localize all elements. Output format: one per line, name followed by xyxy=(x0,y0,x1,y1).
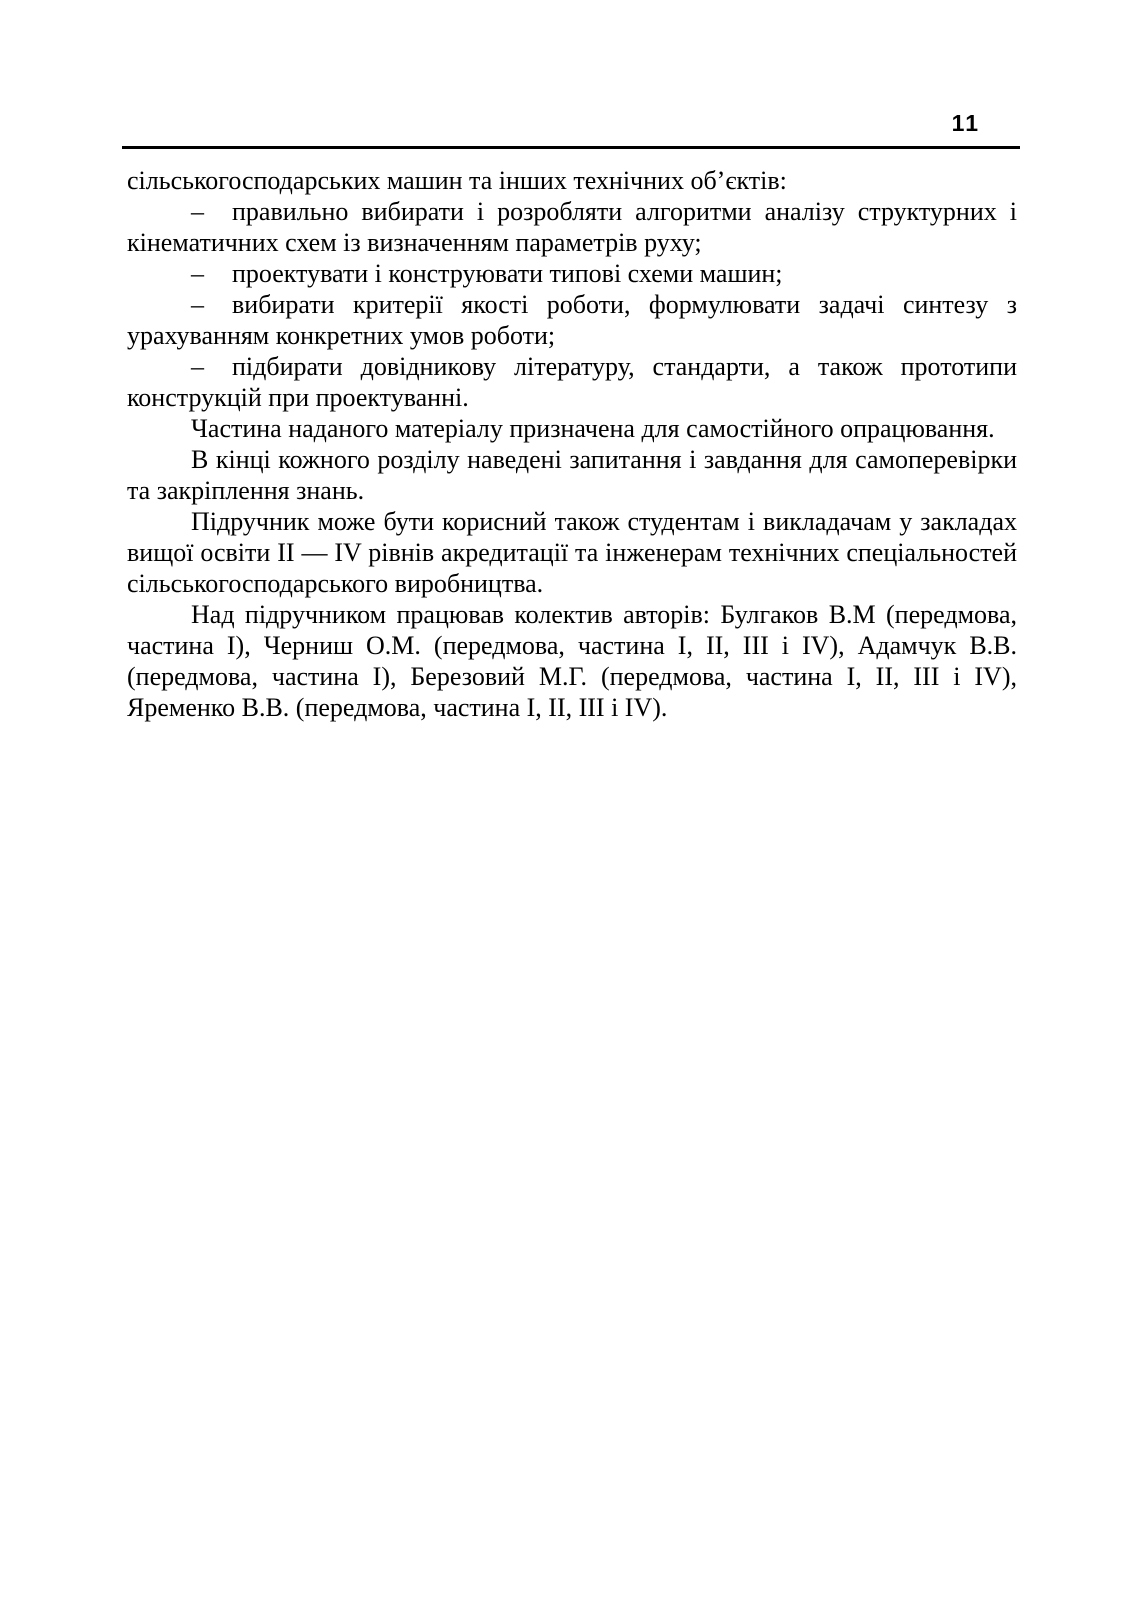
paragraph xyxy=(127,444,1017,506)
paragraph xyxy=(127,413,1017,444)
header-rule xyxy=(122,146,1020,149)
dash-marker: – xyxy=(191,197,204,226)
list-item-text: вибирати критерії якості роботи, формулювати задачі синтезу з урахуванням конкретних умов роботи; xyxy=(127,290,1017,350)
list-item xyxy=(127,196,1017,258)
paragraph xyxy=(127,165,1017,196)
list-item-text: підбирати довідникову літературу, стандарти, а також прототипи конструкцій при проектуванні. xyxy=(127,352,1017,412)
paragraph-text: Над підручником працював колектив авторів: Булгаков В.М (передмова, частина I), Черниш О.М. (передмова, частина I, II, III і IV), Адамчук В.В. (передмова, частина I), Березовий М.Г. (передмова, частина I, II, III і IV), Яременко В.В. (передмова, частина I, II, III і IV). xyxy=(127,600,1017,722)
list-item-text: правильно вибирати і розробляти алгоритми аналізу структурних і кінематичних схем із визначенням параметрів руху; xyxy=(127,197,1017,257)
paragraph-text: В кінці кожного розділу наведені запитання і завдання для самоперевірки та закріплення знань. xyxy=(127,445,1017,505)
dash-marker: – xyxy=(191,259,204,288)
page-header xyxy=(122,0,1020,150)
paragraph-text: Підручник може бути корисний також студентам і викладачам у закладах вищої освіти II — IV рівнів акредитації та інженерам технічних спеціальностей сільськогосподарського виробництва. xyxy=(127,507,1017,598)
list-item xyxy=(127,289,1017,351)
list-item xyxy=(127,351,1017,413)
paragraph-text: сільськогосподарських машин та інших технічних об’єктів: xyxy=(127,166,787,195)
paragraph xyxy=(127,506,1017,599)
dash-marker: – xyxy=(191,352,204,381)
dash-marker: – xyxy=(191,290,204,319)
list-item-text: проектувати і конструювати типові схеми машин; xyxy=(232,259,783,288)
paragraph-text: Частина наданого матеріалу призначена для самостійного опрацювання. xyxy=(191,414,995,443)
page-number: 11 xyxy=(951,110,980,136)
page-body xyxy=(127,165,1017,723)
paragraph xyxy=(127,599,1017,723)
list-item xyxy=(127,258,1017,289)
